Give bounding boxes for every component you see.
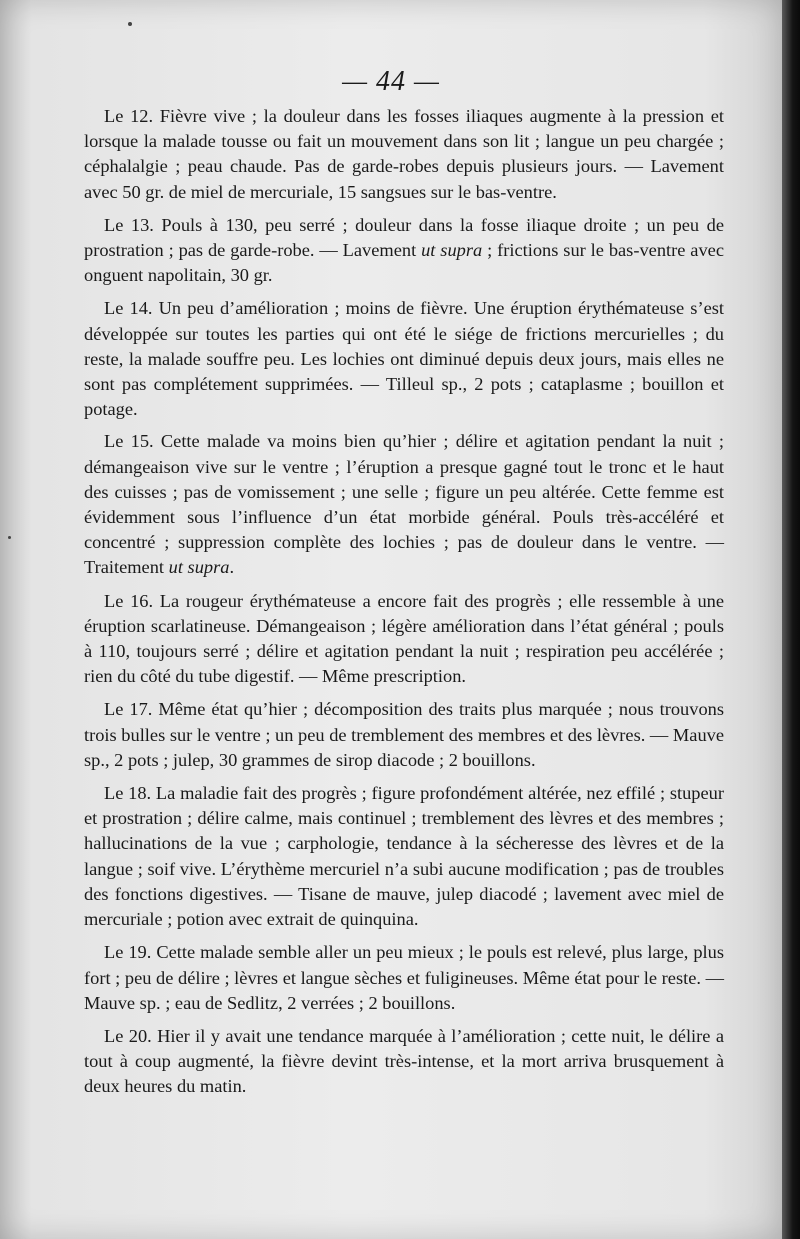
entry-paragraph-17: Le 17. Même état qu’hier ; décomposition des traits plus marquée ; nous trouvons trois bulles sur le ventre ; un peu de tremblement des membres et des lèvres. — Mauve sp., 2 pots ; julep, 30 grammes de sirop diacode ; 2 bouillons.: [84, 699, 724, 770]
entry-paragraph-15: [84, 429, 724, 580]
ink-speck: [8, 536, 11, 539]
entry-paragraph-20: Le 20. Hier il y avait une tendance marquée à l’amélioration ; cette nuit, le délire a tout à coup augmenté, la fièvre devint très-intense, et la mort arriva brusquement à deux heures du matin.: [84, 1025, 724, 1097]
paragraph-text: Le 13. Pouls à 130, peu serré ; douleur dans la fosse iliaque droite ; un peu de prostration ; pas de garde-robe. — Lavement: [84, 214, 724, 261]
italic-phrase: ut supra: [168, 557, 230, 578]
entry-paragraph-14: Le 14. Un peu d’amélioration ; moins de fièvre. Une éruption érythémateuse s’est développée sur toutes les parties qui ont été le siége de frictions mercurielles ; du reste, la malade souffre peu. Les lochies ont diminué depuis deux jours, mais elles ne sont pas complétement supprimées. — Tilleul sp., 2 pots ; cataplasme ; bouillon et potage.: [84, 298, 724, 420]
page-number: — 44 —: [342, 66, 440, 97]
entry-paragraph-12: Le 12. Fièvre vive ; la douleur dans les fosses iliaques augmente à la pression et lorsque la malade tousse ou fait un mouvement dans son lit ; langue un peu chargée ; céphalalgie ; peau chaude. Pas de garde-robes depuis plusieurs jours. — Lavement avec 50 gr. de miel de mercuriale, 15 sangsues sur le bas-ventre.: [84, 106, 724, 202]
book-spine-edge: [782, 0, 800, 1239]
entry-paragraph-13: [84, 213, 724, 289]
paragraph-text: Le 15. Cette malade va moins bien qu’hier ; délire et agitation pendant la nuit ; démangeaison vive sur le ventre ; l’éruption a presque gagné tout le tronc et le haut des cuisses ; pas de vomissement ; une selle ; figure un peu altérée. Cette femme est évidemment sous l’influence d’un état morbide général. Pouls très-accéléré et concentré ; suppression complète des lochies ; pas de douleur dans le ventre. — Traitement: [84, 431, 724, 578]
paragraph-text: ; frictions sur le bas-ventre avec onguent napolitain, 30 gr.: [84, 240, 724, 286]
paragraph-text: .: [229, 557, 235, 578]
entry-paragraph-19: Le 19. Cette malade semble aller un peu mieux ; le pouls est relevé, plus large, plus fort ; peu de délire ; lèvres et langue sèches et fuligineuses. Même état pour le reste. — Mauve sp. ; eau de Sedlitz, 2 verrées ; 2 bouillons.: [84, 942, 724, 1013]
ink-speck: [128, 22, 132, 26]
entry-paragraph-18: Le 18. La maladie fait des progrès ; figure profondément altérée, nez effilé ; stupeur et prostration ; délire calme, mais continuel ; tremblement des lèvres et des membres ; hallucinations de la vue ; carphologie, tendance à la sécheresse des lèvres et de la langue ; soif vive. L’érythème mercuriel n’a subi aucune modification ; pas de troubles des fonctions digestives. — Tisane de mauve, julep diacodé ; lavement avec miel de mercuriale ; potion avec extrait de quinquina.: [84, 783, 724, 930]
body-text: [84, 104, 724, 1108]
entry-paragraph-16: Le 16. La rougeur érythémateuse a encore fait des progrès ; elle ressemble à une éruption scarlatineuse. Démangeaison ; légère amélioration dans l’état général ; pouls à 110, toujours serré ; délire et agitation pendant la nuit ; respiration peu accélérée ; rien du côté du tube digestif. — Même prescription.: [84, 590, 724, 687]
italic-phrase: ut supra: [421, 240, 483, 261]
